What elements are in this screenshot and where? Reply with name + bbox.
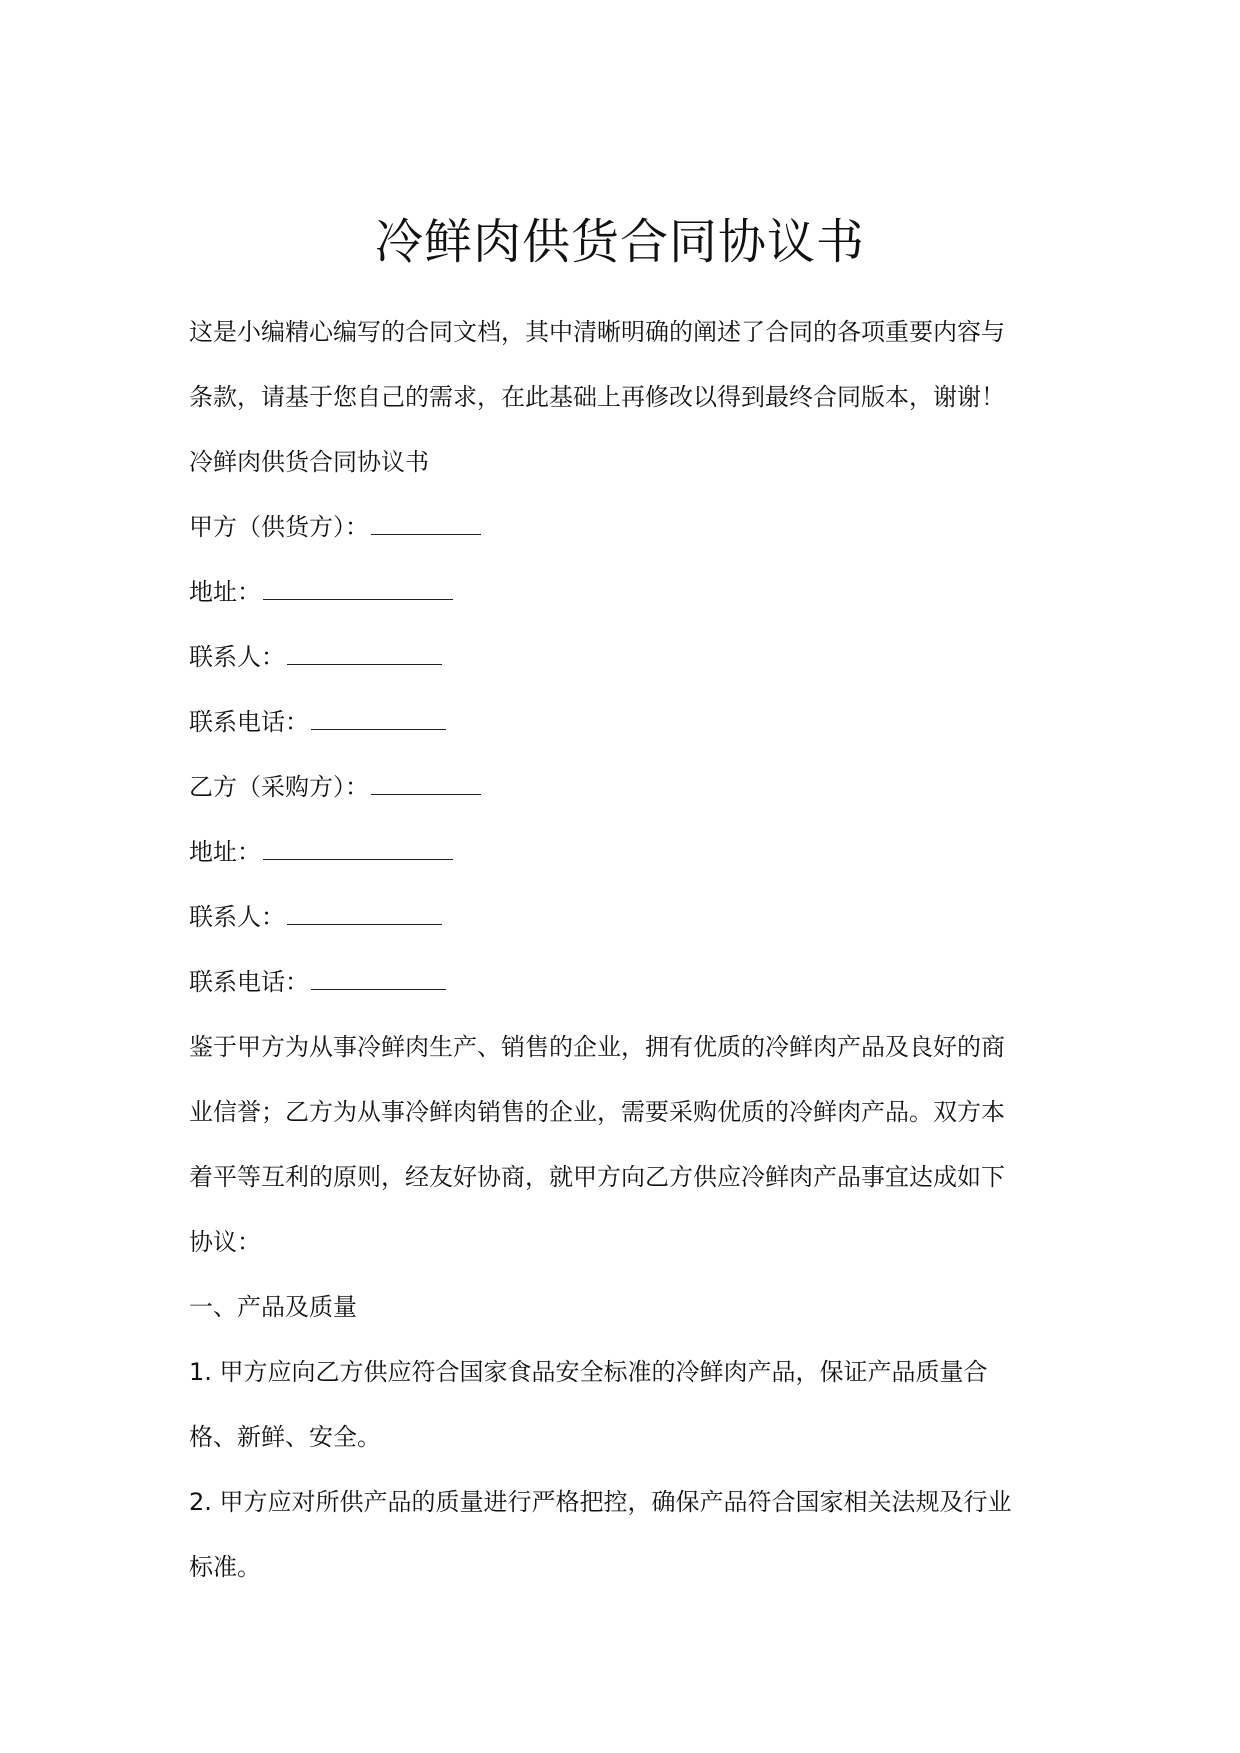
party-a-contact-field <box>189 637 1059 702</box>
party-a-contact-label: 联系人： <box>189 643 285 671</box>
clause-line: 1. 甲方应向乙方供应符合国家食品安全标准的冷鲜肉产品，保证产品质量合 <box>189 1358 988 1386</box>
party-b-address-field <box>189 832 1059 897</box>
intro-line: 这是小编精心编写的合同文档，其中清晰明确的阐述了合同的各项重要内容与 <box>189 318 1005 346</box>
document-subtitle: 冷鲜肉供货合同协议书 <box>189 448 429 476</box>
party-a-address-field <box>189 572 1059 637</box>
party-b-contact-label: 联系人： <box>189 903 285 931</box>
clause-line: 2. 甲方应对所供产品的质量进行严格把控，确保产品符合国家相关法规及行业 <box>189 1488 1012 1516</box>
party-a-phone-blank[interactable] <box>311 703 446 730</box>
preamble-line: 鉴于甲方为从事冷鲜肉生产、销售的企业，拥有优质的冷鲜肉产品及良好的商 <box>189 1033 1005 1061</box>
preamble-line: 业信誉；乙方为从事冷鲜肉销售的企业，需要采购优质的冷鲜肉产品。双方本 <box>189 1098 1005 1126</box>
section-heading: 一、产品及质量 <box>189 1293 357 1321</box>
party-b-address-label: 地址： <box>189 838 261 866</box>
clause-line: 格、新鲜、安全。 <box>189 1423 381 1451</box>
party-a-blank[interactable] <box>371 508 481 535</box>
party-b-address-blank[interactable] <box>263 833 453 860</box>
party-b-phone-field <box>189 962 1059 1027</box>
party-b-phone-label: 联系电话： <box>189 968 309 996</box>
preamble-line: 协议： <box>189 1228 261 1256</box>
party-a-phone-label: 联系电话： <box>189 708 309 736</box>
party-a-contact-blank[interactable] <box>287 638 442 665</box>
document-body <box>189 312 1059 1612</box>
party-a-field <box>189 507 1059 572</box>
party-a-label: 甲方（供货方）： <box>189 513 369 541</box>
party-b-phone-blank[interactable] <box>311 963 446 990</box>
party-a-address-label: 地址： <box>189 578 261 606</box>
party-b-blank[interactable] <box>371 768 481 795</box>
document-title: 冷鲜肉供货合同协议书 <box>374 214 865 270</box>
party-b-label: 乙方（采购方）： <box>189 773 369 801</box>
preamble-line: 着平等互利的原则，经友好协商，就甲方向乙方供应冷鲜肉产品事宜达成如下 <box>189 1163 1005 1191</box>
party-a-phone-field <box>189 702 1059 767</box>
intro-line: 条款，请基于您自己的需求，在此基础上再修改以得到最终合同版本，谢谢！ <box>189 383 1005 411</box>
clause-line: 标准。 <box>189 1553 261 1581</box>
party-b-contact-field <box>189 897 1059 962</box>
party-b-contact-blank[interactable] <box>287 898 442 925</box>
party-b-field <box>189 767 1059 832</box>
party-a-address-blank[interactable] <box>263 573 453 600</box>
